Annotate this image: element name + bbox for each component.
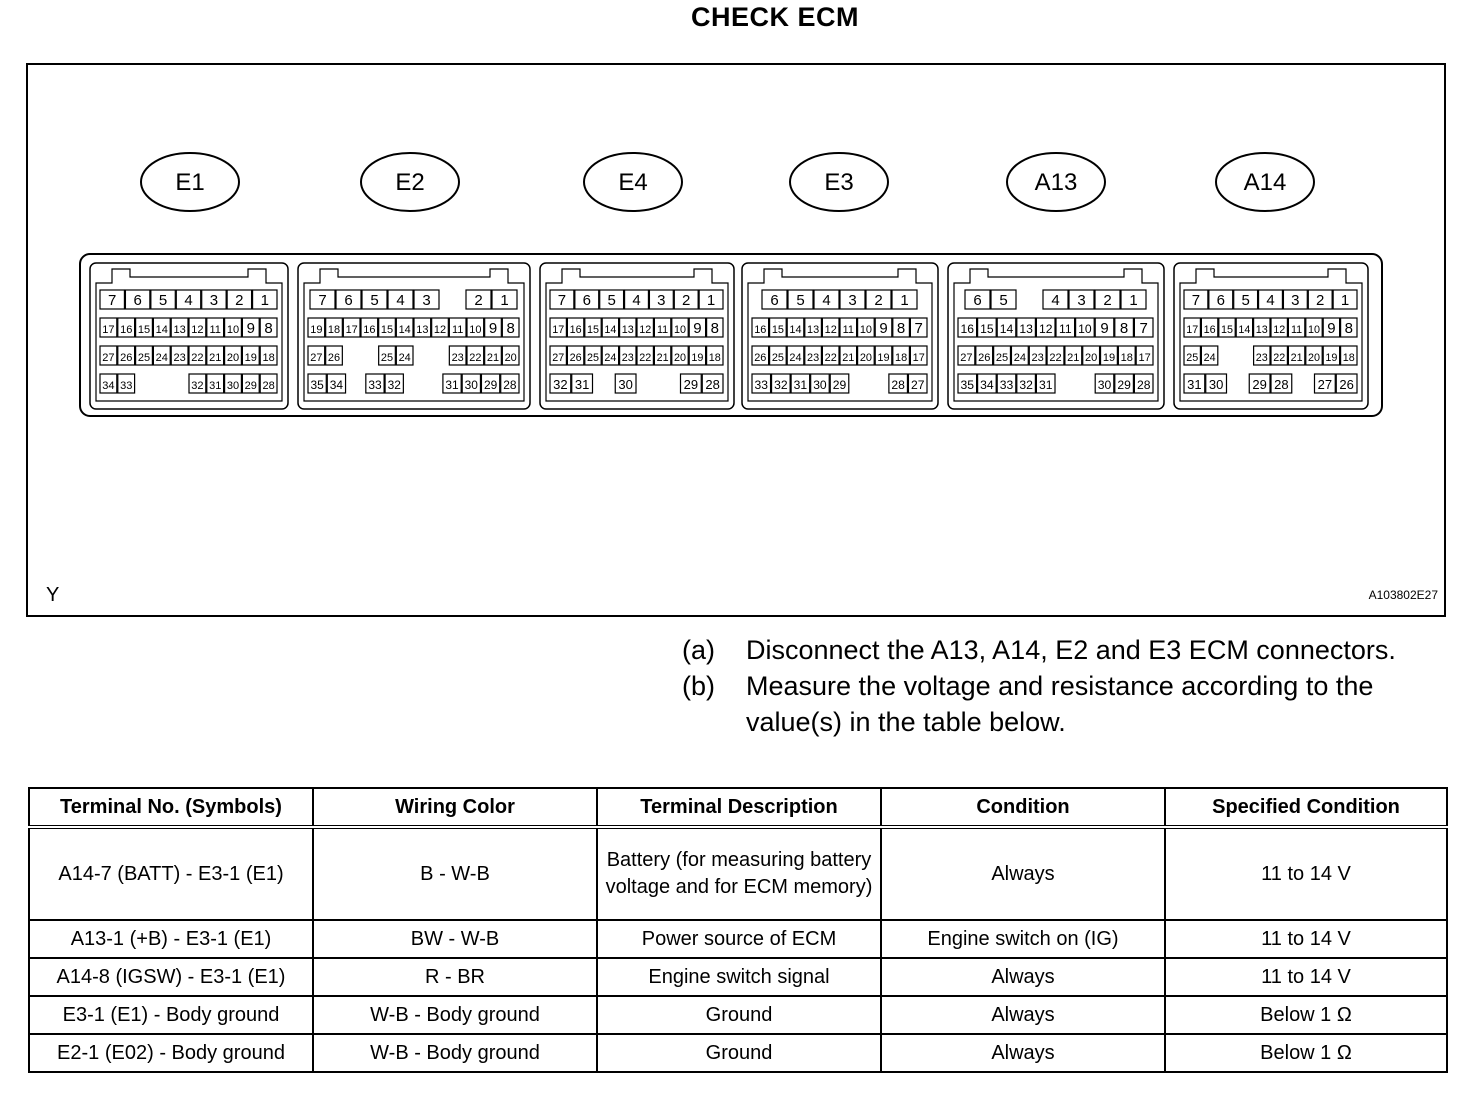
terminal-number: 2 [1316,292,1325,309]
cell-specified: Below 1 Ω [1165,1034,1447,1072]
connector-label: E1 [175,169,205,196]
terminal-number: 7 [1191,292,1201,309]
header-specified-condition: Specified Condition [1165,788,1447,827]
terminal-number: 28 [1136,378,1151,392]
terminal-number: 16 [960,322,975,336]
terminal-number: 2 [235,292,244,309]
terminal-number: 16 [363,324,376,336]
terminal-number: 18 [262,352,275,364]
terminal-number: 24 [155,352,168,364]
terminal-number: 10 [1308,324,1320,336]
terminal-number: 16 [1203,324,1216,336]
table-row [29,958,1447,996]
terminal-number: 29 [1117,378,1131,392]
terminal-number: 20 [226,352,240,364]
step-a [682,632,1452,668]
terminal-number: 11 [1291,324,1303,336]
figure-id: A103802E27 [1368,588,1438,602]
terminal-number: 9 [246,320,255,337]
terminal-number: 18 [1342,352,1355,364]
terminal-number: 8 [264,320,273,337]
terminal-number: 16 [569,324,582,336]
terminal-number: 25 [771,352,784,364]
terminal-number: 19 [1325,352,1338,364]
terminal-number: 8 [896,320,906,337]
terminal-number: 27 [960,352,973,364]
cell-condition: Always [881,996,1165,1034]
terminal-number: 28 [705,377,720,392]
terminal-number: 33 [368,378,382,392]
terminal-number: 15 [1221,324,1233,336]
terminal-number: 17 [102,324,115,336]
terminal-number: 13 [807,324,820,336]
terminal-number: 19 [691,352,704,364]
terminal-number: 27 [910,378,925,392]
table-row [29,920,1447,958]
terminal-number: 24 [604,352,617,364]
terminal-number: 18 [895,352,908,364]
terminal-number: 19 [310,324,323,336]
terminal-number: 21 [209,352,222,364]
terminal-number: 4 [632,292,641,309]
terminal-number: 24 [789,352,802,364]
terminal-number: 15 [980,322,994,336]
terminal-number: 7 [1139,320,1148,337]
cell-wiring-color: BW - W-B [313,920,597,958]
terminal-number: 12 [639,324,652,336]
cell-terminal: E2-1 (E02) - Body ground [29,1034,313,1072]
terminal-number: 25 [587,352,599,364]
terminal-number: 25 [137,352,151,364]
cell-wiring-color: B - W-B [313,827,597,920]
terminal-number: 30 [1208,377,1224,392]
terminal-number: 21 [1067,352,1080,364]
terminal-number: 22 [639,352,652,364]
terminal-number: 21 [1290,352,1303,364]
terminal-number: 35 [310,378,324,392]
terminal-number: 24 [398,352,411,364]
terminal-number: 15 [587,324,599,336]
connector-label: E4 [618,169,648,196]
terminal-number: 5 [370,292,379,309]
terminal-number: 11 [657,324,669,336]
terminal-number: 11 [842,324,854,336]
terminal-number: 18 [327,324,341,336]
terminal-number: 4 [822,292,831,309]
terminal-number: 8 [710,320,719,337]
terminal-number: 31 [1187,377,1202,392]
header-terminal: Terminal No. (Symbols) [29,788,313,827]
terminal-number: 3 [209,292,219,309]
terminal-number: 2 [874,292,883,309]
corner-label: Y [46,584,60,606]
terminal-number: 26 [754,352,767,364]
cell-terminal: A14-8 (IGSW) - E3-1 (E1) [29,958,313,996]
terminal-number: 17 [1138,352,1151,364]
cell-terminal: E3-1 (E1) - Body ground [29,996,313,1034]
terminal-number: 27 [310,352,323,364]
terminal-number: 1 [500,292,509,309]
terminal-number: 31 [793,378,808,392]
terminal-number: 5 [158,292,168,309]
cell-description: Ground [597,1034,881,1072]
terminal-number: 31 [445,378,459,392]
terminal-number: 9 [1327,320,1336,337]
terminal-number: 21 [842,352,855,364]
terminal-number: 6 [973,292,982,309]
terminal-number: 35 [960,378,975,392]
terminal-number: 1 [1340,292,1350,309]
terminal-number: 10 [469,324,482,336]
terminal-number: 12 [433,324,447,336]
terminal-number: 10 [859,324,872,336]
terminal-number: 26 [569,352,582,364]
terminal-number: 3 [848,292,857,309]
terminal-number: 15 [771,324,784,336]
connector-label: A13 [1034,169,1078,196]
terminal-number: 9 [488,320,498,337]
terminal-number: 26 [120,352,133,364]
step-text: Disconnect the A13, A14, E2 and E3 ECM connectors. [746,635,1396,665]
terminal-number: 5 [999,292,1008,309]
terminal-number: 12 [824,324,837,336]
step-b [682,668,1452,740]
terminal-number: 10 [226,324,240,336]
cell-specified: 11 to 14 V [1165,920,1447,958]
terminal-number: 13 [1019,322,1033,336]
terminal-number: 12 [1038,322,1053,336]
terminal-number: 19 [1102,352,1116,364]
terminal-number: 2 [1103,292,1112,309]
terminal-number: 27 [1317,377,1333,392]
terminal-number: 22 [1049,352,1062,364]
terminal-number: 6 [582,292,591,309]
terminal-number: 30 [813,378,827,392]
procedure-steps [682,632,1452,740]
step-label: (b) [682,671,715,701]
header-wiring-color: Wiring Color [313,788,597,827]
terminal-number: 23 [621,352,634,364]
terminal-number: 15 [137,324,151,336]
terminal-number: 12 [191,324,204,336]
terminal-number: 30 [464,378,478,392]
terminal-number: 3 [1077,292,1086,309]
terminal-number: 1 [260,292,269,309]
cell-wiring-color: R - BR [313,958,597,996]
terminal-number: 21 [486,352,500,364]
terminal-number: 10 [1078,322,1092,336]
terminal-number: 17 [1186,324,1199,336]
terminal-number: 6 [770,292,779,309]
terminal-number: 13 [621,324,634,336]
terminal-number: 19 [244,352,257,364]
terminal-number: 28 [1274,377,1289,392]
terminal-number: 33 [754,378,769,392]
terminal-number: 8 [1119,320,1129,337]
terminal-number: 14 [999,322,1014,336]
terminal-number: 7 [914,320,923,337]
cell-description: Battery (for measuring battery voltage and for ECM memory) [597,827,881,920]
terminal-number: 5 [607,292,616,309]
cell-wiring-color: W-B - Body ground [313,1034,597,1072]
terminal-number: 29 [832,378,847,392]
terminal-number: 22 [191,352,204,364]
cell-specified: 11 to 14 V [1165,827,1447,920]
ecm-connector-diagram [26,63,1446,617]
terminal-number: 6 [1216,292,1225,309]
terminal-number: 13 [1255,324,1268,336]
table-row [29,1034,1447,1072]
terminal-number: 11 [451,324,464,336]
terminal-number: 13 [173,324,186,336]
terminal-number: 25 [1186,352,1199,364]
terminal-number: 6 [344,292,353,309]
terminal-number: 15 [380,324,394,336]
terminal-number: 16 [754,324,767,336]
terminal-number: 2 [682,292,691,309]
cell-description: Engine switch signal [597,958,881,996]
terminal-number: 29 [483,378,498,392]
terminal-number: 20 [504,352,517,364]
connector-label: E2 [395,169,425,196]
cell-terminal: A13-1 (+B) - E3-1 (E1) [29,920,313,958]
terminal-number: 33 [999,378,1014,392]
terminal-number: 29 [244,380,257,392]
terminal-number: 26 [978,352,991,364]
terminal-number: 14 [398,324,411,336]
terminal-number: 22 [1273,352,1286,364]
terminal-number: 28 [891,378,905,392]
terminal-number: 21 [656,352,669,364]
terminal-number: 9 [879,320,888,337]
terminal-number: 31 [209,380,222,392]
terminal-number: 17 [552,324,565,336]
terminal-number: 5 [796,292,805,309]
terminal-number: 30 [618,377,633,392]
terminal-number: 16 [120,324,133,336]
table-header-row [29,788,1447,827]
terminal-number: 18 [708,352,721,364]
header-condition: Condition [881,788,1165,827]
terminal-number: 17 [345,324,358,336]
connector-label: E3 [824,169,854,196]
table-row [29,827,1447,920]
terminal-number: 32 [387,378,401,392]
terminal-number: 1 [900,292,909,309]
terminal-number: 30 [226,380,240,392]
terminal-number: 20 [1084,352,1098,364]
terminal-number: 4 [184,292,193,309]
terminal-number: 26 [327,352,341,364]
terminal-number: 32 [1019,378,1033,392]
step-label: (a) [682,635,715,665]
cell-condition: Engine switch on (IG) [881,920,1165,958]
terminal-number: 20 [859,352,872,364]
terminal-number: 28 [262,380,275,392]
terminal-number: 1 [1129,292,1138,309]
terminal-number: 23 [1031,352,1044,364]
cell-wiring-color: W-B - Body ground [313,996,597,1034]
terminal-number: 20 [674,352,686,364]
cell-description: Power source of ECM [597,920,881,958]
cell-description: Ground [597,996,881,1034]
specification-table [28,787,1448,1073]
terminal-number: 32 [191,380,204,392]
terminal-number: 14 [155,324,168,336]
terminal-number: 12 [1273,324,1286,336]
terminal-number: 14 [1238,324,1251,336]
terminal-number: 33 [120,380,133,392]
terminal-number: 4 [396,292,405,309]
terminal-number: 24 [1203,352,1216,364]
terminal-number: 23 [1255,352,1268,364]
cell-specified: 11 to 14 V [1165,958,1447,996]
terminal-number: 4 [1051,292,1060,309]
terminal-number: 8 [506,320,515,337]
terminal-number: 34 [980,378,994,392]
cell-terminal: A14-7 (BATT) - E3-1 (E1) [29,827,313,920]
terminal-number: 31 [1038,378,1053,392]
terminal-number: 4 [1266,292,1275,309]
header-description: Terminal Description [597,788,881,827]
cell-condition: Always [881,958,1165,996]
step-text: Measure the voltage and resistance according to the value(s) in the table below. [746,671,1374,737]
terminal-number: 11 [209,324,221,336]
terminal-number: 23 [451,352,464,364]
terminal-number: 32 [553,377,568,392]
terminal-number: 34 [329,378,344,392]
terminal-number: 3 [657,292,666,309]
terminal-number: 19 [877,352,890,364]
terminal-number: 3 [422,292,431,309]
terminal-number: 14 [789,324,802,336]
connector-drawing [28,65,1444,615]
terminal-number: 7 [318,292,327,309]
terminal-number: 34 [102,380,115,392]
terminal-number: 30 [1097,378,1112,392]
terminal-number: 24 [1013,352,1027,364]
terminal-number: 29 [1252,377,1267,392]
terminal-number: 9 [693,320,702,337]
terminal-number: 9 [1100,320,1109,337]
terminal-number: 22 [824,352,837,364]
terminal-number: 13 [416,324,429,336]
terminal-number: 7 [108,292,117,309]
terminal-number: 25 [380,352,394,364]
terminal-number: 22 [469,352,482,364]
terminal-number: 31 [574,377,590,392]
cell-condition: Always [881,827,1165,920]
terminal-number: 28 [503,378,517,392]
terminal-number: 2 [474,292,483,309]
terminal-number: 29 [683,377,699,392]
connector-label: A14 [1243,169,1287,196]
terminal-number: 11 [1058,322,1072,336]
terminal-number: 32 [774,378,788,392]
terminal-number: 10 [674,324,686,336]
terminal-number: 20 [1308,352,1320,364]
cell-condition: Always [881,1034,1165,1072]
page-title: CHECK ECM [690,2,859,32]
terminal-number: 17 [912,352,925,364]
cell-specified: Below 1 Ω [1165,996,1447,1034]
terminal-number: 26 [1339,377,1354,392]
terminal-number: 23 [173,352,186,364]
terminal-number: 3 [1291,292,1300,309]
terminal-number: 18 [1120,352,1133,364]
terminal-number: 7 [557,292,567,309]
terminal-number: 1 [706,292,716,309]
terminal-number: 27 [552,352,565,364]
terminal-number: 5 [1241,292,1250,309]
terminal-number: 25 [995,352,1009,364]
table-row [29,996,1447,1034]
terminal-number: 23 [807,352,820,364]
terminal-number: 6 [133,292,142,309]
terminal-number: 14 [604,324,617,336]
terminal-number: 8 [1344,320,1353,337]
terminal-number: 27 [102,352,115,364]
